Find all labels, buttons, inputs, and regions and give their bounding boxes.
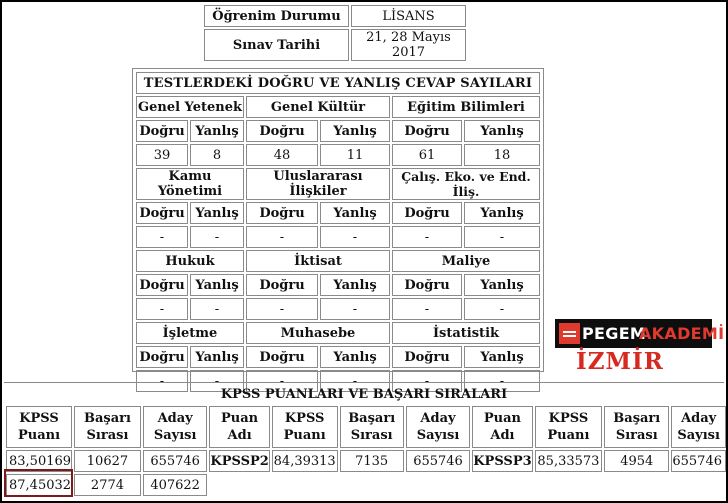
- correct-header: Doğru: [136, 346, 188, 368]
- kpss-row: [6, 474, 726, 496]
- subject-name: Çalış. Eko. ve End. İliş.: [392, 168, 540, 200]
- subject-name: Eğitim Bilimleri: [392, 96, 540, 118]
- correct-header: Doğru: [136, 274, 188, 296]
- wrong-header: Yanlış: [464, 274, 540, 296]
- correct-value: -: [392, 370, 462, 392]
- row2-score: 87,45032: [6, 474, 72, 496]
- rank-header: Başarı Sırası: [604, 406, 669, 448]
- correct-header: Doğru: [392, 274, 462, 296]
- p2-rank: 7135: [340, 450, 404, 472]
- wrong-value: -: [464, 370, 540, 392]
- correct-value: 39: [136, 144, 188, 166]
- exam-date-value: 21, 28 Mayıs 2017: [351, 29, 466, 61]
- correct-header: Doğru: [246, 346, 318, 368]
- wrong-header: Yanlış: [190, 346, 244, 368]
- wrong-header: Yanlış: [464, 346, 540, 368]
- subject-name: Muhasebe: [246, 322, 390, 344]
- pegem-logo-mark-icon: [559, 323, 580, 344]
- p3-candidates: 655746: [671, 450, 726, 472]
- kpss-header-row: [6, 406, 726, 448]
- wrong-value: 8: [190, 144, 244, 166]
- correct-header: Doğru: [136, 120, 188, 142]
- wrong-header: Yanlış: [190, 274, 244, 296]
- correct-value: -: [136, 370, 188, 392]
- wrong-value: -: [464, 298, 540, 320]
- p1-rank: 10627: [74, 450, 141, 472]
- subject-name: Genel Yetenek: [136, 96, 244, 118]
- score-name-header: Puan Adı: [472, 406, 532, 448]
- correct-header: Doğru: [136, 202, 188, 224]
- subject-name: İstatistik: [392, 322, 540, 344]
- correct-value: 61: [392, 144, 462, 166]
- correct-header: Doğru: [392, 346, 462, 368]
- score-header: KPSS Puanı: [535, 406, 603, 448]
- wrong-value: -: [190, 370, 244, 392]
- wrong-value: 18: [464, 144, 540, 166]
- kpss-scores-table: [4, 404, 728, 498]
- correct-value: -: [392, 298, 462, 320]
- pegem-logo: [555, 319, 725, 348]
- exam-date-row: [204, 29, 466, 61]
- rank-header: Başarı Sırası: [74, 406, 141, 448]
- subject-name: Kamu Yönetimi: [136, 168, 244, 200]
- kpss-divider: [4, 382, 724, 383]
- wrong-value: -: [320, 226, 390, 248]
- wrong-value: 11: [320, 144, 390, 166]
- p3-score: 85,33573: [535, 450, 603, 472]
- logo-city: İZMİR: [576, 348, 664, 375]
- row2-rank: 2774: [74, 474, 141, 496]
- rank-header: Başarı Sırası: [340, 406, 404, 448]
- score-header: KPSS Puanı: [6, 406, 72, 448]
- wrong-header: Yanlış: [190, 120, 244, 142]
- education-value: LİSANS: [351, 5, 466, 27]
- tests-title: TESTLERDEKİ DOĞRU VE YANLIŞ CEVAP SAYILARI: [136, 72, 540, 94]
- wrong-value: -: [320, 298, 390, 320]
- kpss-row: [6, 450, 726, 472]
- wrong-header: Yanlış: [464, 202, 540, 224]
- correct-value: -: [246, 226, 318, 248]
- wrong-header: Yanlış: [190, 202, 244, 224]
- correct-value: -: [392, 226, 462, 248]
- wrong-value: -: [320, 370, 390, 392]
- correct-header: Doğru: [246, 202, 318, 224]
- p2-candidates: 655746: [406, 450, 470, 472]
- wrong-header: Yanlış: [320, 202, 390, 224]
- wrong-header: Yanlış: [320, 346, 390, 368]
- wrong-value: -: [190, 298, 244, 320]
- p3-rank: 4954: [604, 450, 669, 472]
- correct-value: -: [246, 370, 318, 392]
- correct-header: Doğru: [392, 202, 462, 224]
- subject-name: Genel Kültür: [246, 96, 390, 118]
- logo-text-pegem: PEGEM: [582, 324, 647, 343]
- kpss-title: KPSS PUANLARI VE BAŞARI SIRALARI: [220, 387, 508, 402]
- correct-value: -: [246, 298, 318, 320]
- subject-name: Maliye: [392, 250, 540, 272]
- exam-info-table: [202, 3, 468, 63]
- p1-candidates: 655746: [143, 450, 207, 472]
- tests-box: [132, 68, 544, 389]
- wrong-value: -: [190, 226, 244, 248]
- subject-name: Hukuk: [136, 250, 244, 272]
- candidates-header: Aday Sayısı: [406, 406, 470, 448]
- exam-date-label: Sınav Tarihi: [204, 29, 349, 61]
- score-name-header: Puan Adı: [209, 406, 269, 448]
- wrong-header: Yanlış: [464, 120, 540, 142]
- subject-name: İşletme: [136, 322, 244, 344]
- wrong-header: Yanlış: [320, 120, 390, 142]
- education-label: Öğrenim Durumu: [204, 5, 349, 27]
- score-header: KPSS Puanı: [272, 406, 338, 448]
- subject-name: Uluslararası İlişkiler: [246, 168, 390, 200]
- p3-name: KPSSP3: [472, 450, 532, 472]
- candidates-header: Aday Sayısı: [143, 406, 207, 448]
- row2-candidates: 407622: [143, 474, 207, 496]
- test-results-table: [134, 70, 542, 394]
- wrong-value: -: [464, 226, 540, 248]
- education-row: [204, 5, 466, 27]
- correct-value: -: [136, 298, 188, 320]
- score-highlight-box: [4, 469, 73, 497]
- subject-name: İktisat: [246, 250, 390, 272]
- correct-header: Doğru: [246, 120, 318, 142]
- correct-value: -: [136, 226, 188, 248]
- p2-name: KPSSP2: [209, 450, 269, 472]
- p1-score: 83,50169: [6, 450, 72, 472]
- wrong-header: Yanlış: [320, 274, 390, 296]
- correct-header: Doğru: [246, 274, 318, 296]
- p2-score: 84,39313: [272, 450, 338, 472]
- logo-text-akademi: AKADEMİ: [639, 324, 725, 343]
- correct-value: 48: [246, 144, 318, 166]
- correct-header: Doğru: [392, 120, 462, 142]
- candidates-header: Aday Sayısı: [671, 406, 726, 448]
